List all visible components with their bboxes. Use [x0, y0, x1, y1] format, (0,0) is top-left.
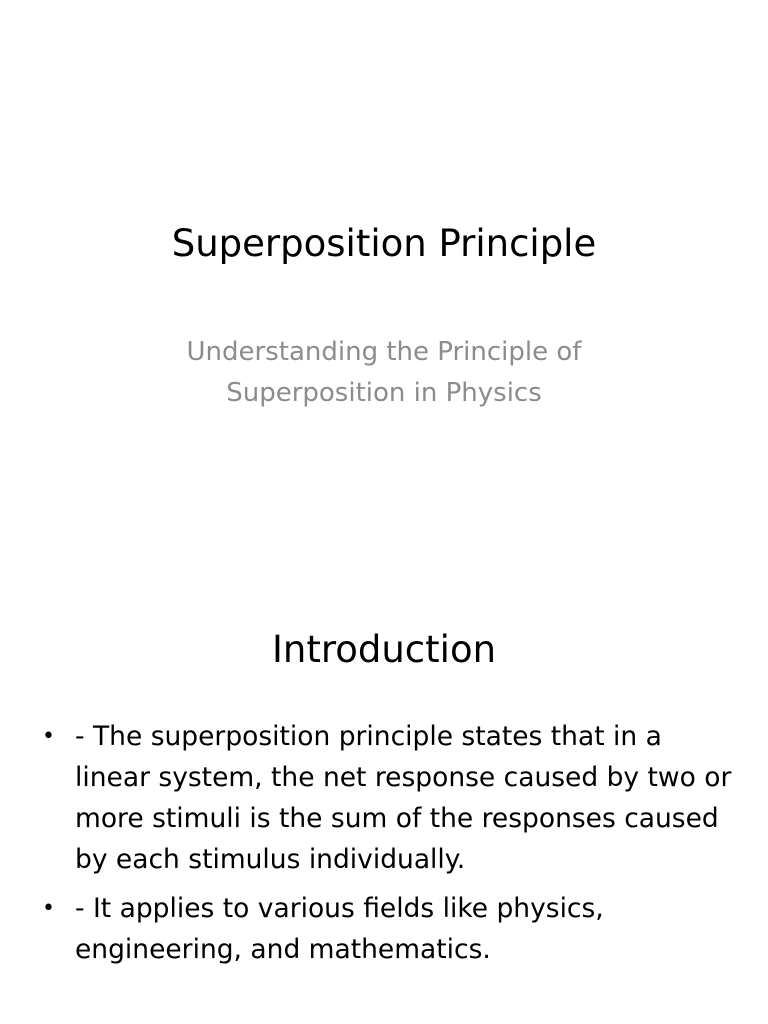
bullet-list	[38, 716, 738, 978]
slide-subtitle: Understanding the Principle of Superposition in Physics	[186, 337, 582, 408]
bullet-text: - It applies to various fields like physics, engineering, and mathematics.	[75, 893, 604, 965]
bullet-icon: •	[42, 724, 55, 749]
bullet-text: - The superposition principle states that in a linear system, the net response caused by two or more stimuli is the sum of the responses caused by each stimulus individually.	[75, 721, 732, 875]
bullet-item	[38, 716, 738, 880]
slide-title: Introduction	[271, 628, 497, 671]
bullet-icon: •	[42, 896, 55, 921]
bullet-item	[38, 888, 738, 970]
slide-title: Superposition Principle	[171, 222, 597, 265]
content-slide	[0, 512, 768, 1024]
